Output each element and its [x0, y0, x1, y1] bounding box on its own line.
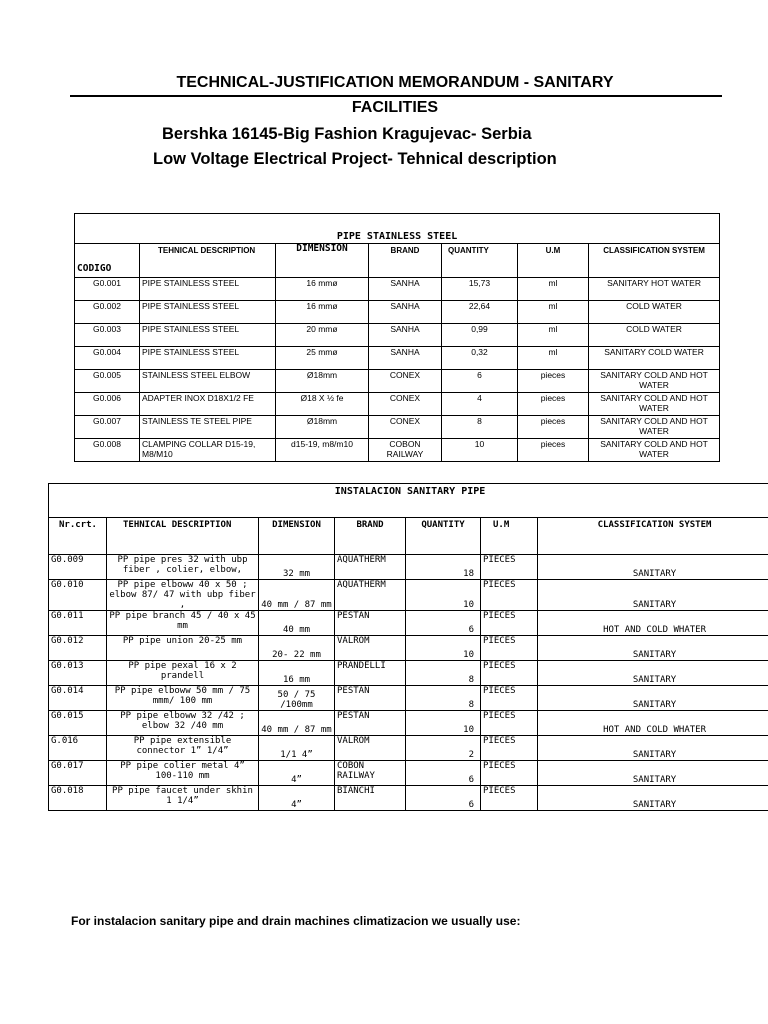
cell-um: ml: [518, 347, 589, 370]
cell-classification: SANITARY: [538, 580, 768, 611]
cell-um: pieces: [518, 393, 589, 416]
column-header-quantity: QUANTITY: [442, 244, 518, 278]
cell-dimension: 40 mm / 87 mm: [259, 711, 335, 736]
sanitary-pipe-table: [48, 483, 768, 811]
stainless-steel-pipe-table: [74, 213, 720, 462]
cell-code: G0.011: [49, 611, 107, 636]
cell-classification: SANITARY COLD AND HOT WATER: [589, 439, 720, 462]
cell-um: ml: [518, 324, 589, 347]
cell-um: ml: [518, 301, 589, 324]
cell-dimension: 40 mm: [259, 611, 335, 636]
cell-quantity: 0,32: [442, 347, 518, 370]
cell-quantity: 10: [406, 711, 481, 736]
cell-brand: PRANDELLI: [335, 661, 406, 686]
cell-description: CLAMPING COLLAR D15-19, M8/M10: [140, 439, 276, 462]
cell-code: G0.014: [49, 686, 107, 711]
cell-dimension: 20 mmø: [276, 324, 369, 347]
cell-code: G0.018: [49, 786, 107, 811]
cell-dimension: Ø18 X ½ fe: [276, 393, 369, 416]
cell-quantity: 22,64: [442, 301, 518, 324]
cell-brand: COBON RAILWAY: [369, 439, 442, 462]
cell-quantity: 15,73: [442, 278, 518, 301]
cell-quantity: 6: [406, 786, 481, 811]
document-title-line-1: TECHNICAL-JUSTIFICATION MEMORANDUM - SANITARY: [176, 74, 614, 91]
cell-um: PIECES: [481, 761, 538, 786]
footer-note: For instalacion sanitary pipe and drain machines climatizacion we usually use:: [71, 914, 521, 928]
cell-classification: HOT AND COLD WHATER: [538, 611, 768, 636]
cell-description: PIPE STAINLESS STEEL: [140, 278, 276, 301]
cell-description: PP pipe union 20-25 mm: [107, 636, 259, 661]
cell-brand: PESTAN: [335, 711, 406, 736]
table-row: [75, 347, 720, 370]
cell-classification: SANITARY: [538, 736, 768, 761]
cell-quantity: 18: [406, 555, 481, 580]
column-header-dimension: DIMENSION: [259, 518, 335, 555]
cell-um: pieces: [518, 416, 589, 439]
cell-brand: CONEX: [369, 393, 442, 416]
title-underline: [70, 95, 722, 97]
column-header-code: Nr.crt.: [49, 518, 107, 555]
cell-brand: SANHA: [369, 324, 442, 347]
project-subtitle: Bershka 16145-Big Fashion Kragujevac- Serbia: [162, 125, 532, 143]
cell-description: STAINLESS TE STEEL PIPE: [140, 416, 276, 439]
cell-code: G0.010: [49, 580, 107, 611]
cell-code: G0.008: [75, 439, 140, 462]
table-caption: PIPE STAINLESS STEEL: [75, 214, 720, 244]
cell-brand: VALROM: [335, 736, 406, 761]
cell-code: G0.006: [75, 393, 140, 416]
column-header-code: CODIGO: [75, 244, 140, 278]
cell-dimension: 25 mmø: [276, 347, 369, 370]
cell-dimension: d15-19, m8/m10: [276, 439, 369, 462]
cell-code: G0.013: [49, 661, 107, 686]
cell-brand: AQUATHERM: [335, 555, 406, 580]
cell-um: PIECES: [481, 636, 538, 661]
cell-classification: SANITARY COLD AND HOT WATER: [589, 416, 720, 439]
cell-dimension: 40 mm / 87 mm: [259, 580, 335, 611]
cell-description: PP pipe colier metal 4” 100-110 mm: [107, 761, 259, 786]
cell-um: pieces: [518, 439, 589, 462]
cell-description: PIPE STAINLESS STEEL: [140, 301, 276, 324]
cell-quantity: 10: [442, 439, 518, 462]
cell-classification: SANITARY: [538, 636, 768, 661]
cell-classification: COLD WATER: [589, 301, 720, 324]
table-row: [49, 786, 768, 811]
table-row: [75, 393, 720, 416]
cell-um: PIECES: [481, 611, 538, 636]
cell-um: PIECES: [481, 711, 538, 736]
cell-code: G0.007: [75, 416, 140, 439]
cell-brand: PESTAN: [335, 611, 406, 636]
cell-brand: SANHA: [369, 278, 442, 301]
cell-quantity: 8: [442, 416, 518, 439]
cell-description: PP pipe extensible connector 1” 1/4”: [107, 736, 259, 761]
cell-um: PIECES: [481, 786, 538, 811]
cell-brand: PESTAN: [335, 686, 406, 711]
column-header-dimension: DIMENSION: [276, 244, 369, 278]
cell-description: PIPE STAINLESS STEEL: [140, 347, 276, 370]
cell-classification: SANITARY: [538, 761, 768, 786]
project-description: Low Voltage Electrical Project- Tehnical description: [153, 150, 557, 168]
cell-description: PP pipe branch 45 / 40 x 45 mm: [107, 611, 259, 636]
column-header-description: TEHNICAL DESCRIPTION: [107, 518, 259, 555]
table-row: [75, 370, 720, 393]
cell-description: PP pipe faucet under skhin 1 1/4”: [107, 786, 259, 811]
cell-quantity: 6: [406, 611, 481, 636]
table-row: [49, 555, 768, 580]
cell-code: G0.002: [75, 301, 140, 324]
cell-code: G.016: [49, 736, 107, 761]
cell-quantity: 6: [406, 761, 481, 786]
cell-dimension: 16 mmø: [276, 301, 369, 324]
cell-code: G0.003: [75, 324, 140, 347]
table-caption: INSTALACION SANITARY PIPE: [49, 484, 768, 518]
cell-description: ADAPTER INOX D18X1/2 FE: [140, 393, 276, 416]
cell-classification: SANITARY: [538, 661, 768, 686]
cell-um: PIECES: [481, 580, 538, 611]
cell-dimension: 16 mmø: [276, 278, 369, 301]
column-header-classification: CLASSIFICATION SYSTEM: [538, 518, 768, 555]
cell-dimension: 1/1 4”: [259, 736, 335, 761]
cell-brand: AQUATHERM: [335, 580, 406, 611]
cell-brand: COBON RAILWAY: [335, 761, 406, 786]
cell-quantity: 10: [406, 580, 481, 611]
cell-brand: CONEX: [369, 416, 442, 439]
table-row: [49, 686, 768, 711]
table-row: [49, 580, 768, 611]
cell-description: PP pipe pexal 16 x 2 prandell: [107, 661, 259, 686]
cell-brand: SANHA: [369, 301, 442, 324]
cell-dimension: Ø18mm: [276, 416, 369, 439]
cell-code: G0.005: [75, 370, 140, 393]
table-row: [75, 278, 720, 301]
cell-classification: COLD WATER: [589, 324, 720, 347]
table-row: [49, 661, 768, 686]
table-row: [75, 324, 720, 347]
column-header-um: U.M: [518, 244, 589, 278]
cell-dimension: 20- 22 mm: [259, 636, 335, 661]
cell-quantity: 2: [406, 736, 481, 761]
table-row: [49, 736, 768, 761]
table-row: [49, 611, 768, 636]
cell-dimension: 4”: [259, 761, 335, 786]
column-header-um: U.M: [481, 518, 538, 555]
cell-quantity: 6: [442, 370, 518, 393]
table-row: [75, 416, 720, 439]
cell-description: PP pipe pres 32 with ubp fiber , colier, elbow,: [107, 555, 259, 580]
cell-um: pieces: [518, 370, 589, 393]
cell-dimension: 4”: [259, 786, 335, 811]
table-row: [49, 711, 768, 736]
cell-brand: VALROM: [335, 636, 406, 661]
column-header-brand: BRAND: [335, 518, 406, 555]
cell-description: PP pipe elboww 32 /42 ; elbow 32 /40 mm: [107, 711, 259, 736]
table-row: [49, 636, 768, 661]
cell-code: G0.004: [75, 347, 140, 370]
cell-quantity: 0,99: [442, 324, 518, 347]
cell-description: STAINLESS STEEL ELBOW: [140, 370, 276, 393]
cell-classification: HOT AND COLD WHATER: [538, 711, 768, 736]
column-header-description: TEHNICAL DESCRIPTION: [140, 244, 276, 278]
table-row: [75, 301, 720, 324]
cell-classification: SANITARY: [538, 686, 768, 711]
cell-brand: CONEX: [369, 370, 442, 393]
cell-classification: SANITARY COLD AND HOT WATER: [589, 370, 720, 393]
cell-description: PP pipe elboww 50 mm / 75 mmm/ 100 mm: [107, 686, 259, 711]
cell-um: ml: [518, 278, 589, 301]
cell-code: G0.017: [49, 761, 107, 786]
cell-quantity: 10: [406, 636, 481, 661]
cell-brand: BIANCHI: [335, 786, 406, 811]
column-header-classification: CLASSIFICATION SYSTEM: [589, 244, 720, 278]
cell-dimension: 32 mm: [259, 555, 335, 580]
cell-um: PIECES: [481, 736, 538, 761]
table-row: [75, 439, 720, 462]
cell-classification: SANITARY: [538, 786, 768, 811]
cell-dimension: Ø18mm: [276, 370, 369, 393]
cell-quantity: 8: [406, 686, 481, 711]
cell-dimension: 50 / 75 /100mm: [259, 686, 335, 711]
cell-classification: SANITARY HOT WATER: [589, 278, 720, 301]
cell-brand: SANHA: [369, 347, 442, 370]
cell-um: PIECES: [481, 686, 538, 711]
column-header-brand: BRAND: [369, 244, 442, 278]
cell-code: G0.012: [49, 636, 107, 661]
table-row: [49, 761, 768, 786]
cell-classification: SANITARY: [538, 555, 768, 580]
column-header-quantity: QUANTITY: [406, 518, 481, 555]
cell-classification: SANITARY COLD WATER: [589, 347, 720, 370]
cell-classification: SANITARY COLD AND HOT WATER: [589, 393, 720, 416]
cell-description: PIPE STAINLESS STEEL: [140, 324, 276, 347]
document-title-line-2: FACILITIES: [351, 99, 439, 116]
cell-description: PP pipe elboww 40 x 50 ; elbow 87/ 47 with ubp fiber ,: [107, 580, 259, 611]
cell-um: PIECES: [481, 555, 538, 580]
cell-code: G0.015: [49, 711, 107, 736]
cell-quantity: 8: [406, 661, 481, 686]
cell-dimension: 16 mm: [259, 661, 335, 686]
cell-code: G0.009: [49, 555, 107, 580]
cell-code: G0.001: [75, 278, 140, 301]
cell-quantity: 4: [442, 393, 518, 416]
cell-um: PIECES: [481, 661, 538, 686]
